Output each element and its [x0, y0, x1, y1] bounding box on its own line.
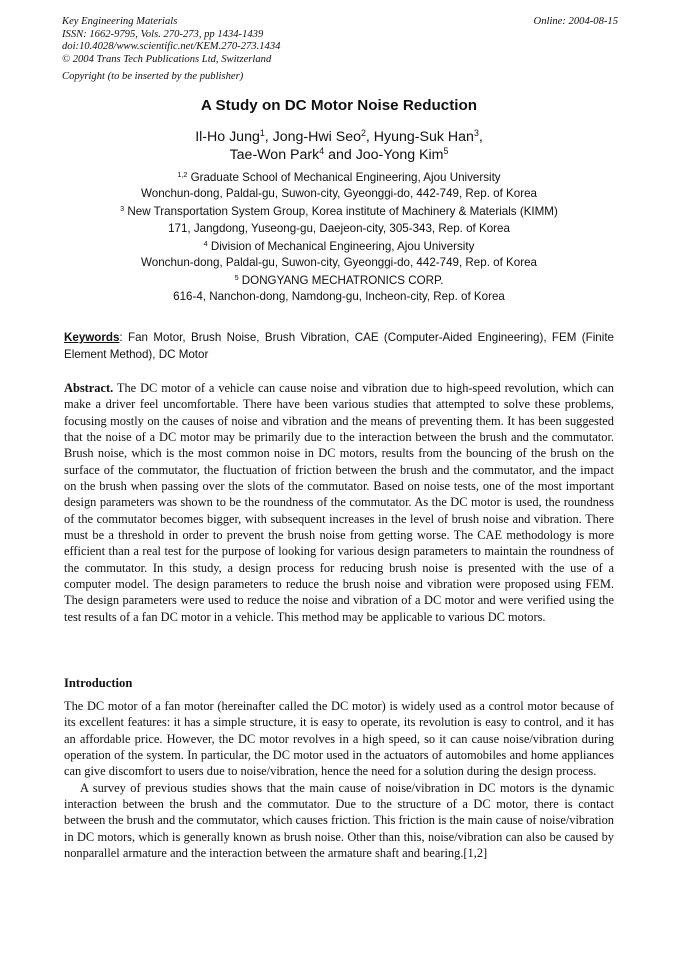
author-name: Joo-Yong Kim: [355, 147, 444, 163]
introduction-heading: Introduction: [64, 676, 133, 690]
paragraph: A survey of previous studies shows that the main cause of noise/vibration in DC motors is the dynamic interaction between the brush and the commutator. Due to the structure of a DC motor, there is contact between the brush and the commutator, which causes friction. This friction is the main cause of noise/vibration in DC motors, which is generally known as brush noise. Other than this, noise/vibration can also be caused by nonparallel armature and the interaction between the armature shaft and bearing.[1,2]: [64, 780, 614, 861]
author-name: Jong-Hwi Seo: [272, 129, 361, 145]
copyright-placeholder: Copyright (to be inserted by the publisher): [62, 71, 244, 82]
affiliation: [0, 239, 678, 271]
affiliation-line: Graduate School of Mechanical Engineering, Ajou University: [190, 171, 501, 184]
affiliation-sup: 5: [234, 273, 239, 283]
affiliation-line: DONGYANG MECHATRONICS CORP.: [241, 274, 444, 288]
author-line-2: [0, 146, 678, 164]
affiliation-address: Wonchun-dong, Paldal-gu, Suwon-city, Gyeonggi-do, 442-749, Rep. of Korea: [141, 187, 537, 201]
affiliation: [0, 204, 678, 236]
keywords-label: Keywords: [64, 331, 120, 344]
author-line-1: [0, 128, 678, 146]
keywords-text: Fan Motor, Brush Noise, Brush Vibration, CAE (Computer-Aided Engineering), FEM (Finite Element Method), DC Motor: [64, 331, 614, 361]
author-name: Hyung-Suk Han: [373, 129, 474, 145]
author-sup: 1: [259, 128, 265, 139]
affiliation: [0, 273, 678, 305]
online-date: Online: 2004-08-15: [533, 16, 618, 27]
author-sup: 3: [473, 128, 479, 139]
abstract-text: The DC motor of a vehicle can cause noise and vibration due to high-speed revolution, which can make a driver feel uncomfortable. There have been various studies that attempted to solve these problems, focusing mostly on the causes of noise and vibration and the means of preventing them. It has been suggested that the noise of a DC motor may be primarily due to the interaction between the brush and the commutator. Brush noise, which is the most common noise in DC motors, results from the bouncing of the brush on the surface of the commutator, the fluctuation of friction between the brush and the commutator, and the impact on the brush when passing over the slots of the commutator. Based on noise tests, one of the most important design parameters was shown to be the roundness of the commutator. As the DC motor is used, the roundness of the commutator becomes bigger, with subsequent increases in the level of brush noise and vibration. There must be a threshold in order to prevent the brush noise from getting worse. The CAE methodology is more efficient than a real test for the purpose of looking for various design parameters to maintain the roundness of the commutator. In this study, a design process for reducing brush noise is presented with the use of a computer model. The design parameters to reduce the brush noise and vibration were proposed using FEM. The design parameters were used to reduce the noise and vibration of a DC motor and were verified using the test results of a fan DC motor in a vehicle. This method may be applicable to various DC motors.: [64, 381, 614, 624]
affiliation-sup: 1,2: [177, 170, 188, 180]
author-name: Tae-Won Park: [229, 147, 320, 163]
author-list: [0, 128, 678, 164]
abstract-label: Abstract.: [64, 381, 114, 395]
affiliation: [0, 170, 678, 202]
paragraph: The DC motor of a fan motor (hereinafter called the DC motor) is widely used as a control motor because of its excellent features: it has a simple structure, it is easy to operate, its revolution is easy to control, and it has an affordable price. However, the DC motor revolves in a high speed, so it can cause noise/vibration during operation of the system. In particular, the DC motor used in the actuators of automobiles and home appliances can give discomfort to users due to noise/vibration, hence the need for a solution during the design process.: [64, 699, 614, 779]
affiliation-address: Wonchun-dong, Paldal-gu, Suwon-city, Gyeonggi-do, 442-749, Rep. of Korea: [141, 256, 537, 270]
author-sep: ,: [264, 129, 273, 145]
abstract-block: [64, 380, 614, 625]
affiliation-sup: 4: [203, 238, 208, 248]
author-sup: 4: [319, 146, 325, 157]
author-sep: ,: [365, 129, 374, 145]
copyright-line: © 2004 Trans Tech Publications Ltd, Switzerland: [62, 53, 272, 65]
introduction-body: [64, 698, 614, 861]
affiliation-list: [0, 170, 678, 308]
affiliation-address: 171, Jangdong, Yuseong-gu, Daejeon-city, 305-343, Rep. of Korea: [168, 221, 510, 235]
issn-line: ISSN: 1662-9795, Vols. 270-273, pp 1434-1439: [62, 28, 264, 40]
author-sep: ,: [478, 129, 483, 145]
affiliation-address: 616-4, Nanchon-dong, Namdong-gu, Incheon-city, Rep. of Korea: [173, 290, 505, 304]
author-sep: and: [324, 147, 356, 163]
author-sup: 2: [360, 128, 366, 139]
journal-header: [62, 16, 618, 84]
journal-name: Key Engineering Materials: [62, 16, 178, 27]
author-sup: 5: [443, 146, 449, 157]
affiliation-line: New Transportation System Group, Korea institute of Machinery & Materials (KIMM): [127, 205, 558, 219]
paper-title: A Study on DC Motor Noise Reduction: [200, 97, 478, 114]
author-name: Il-Ho Jung: [195, 129, 260, 145]
affiliation-line: Division of Mechanical Engineering, Ajou University: [210, 239, 475, 253]
affiliation-sup: 3: [120, 204, 125, 214]
keywords-block: Keywords: Fan Motor, Brush Noise, Brush Vibration, CAE (Computer-Aided Engineering), FEM (Finite Element Method), DC Motor: [64, 331, 614, 361]
doi-line: doi:10.4028/www.scientific.net/KEM.270-273.1434: [62, 41, 281, 52]
